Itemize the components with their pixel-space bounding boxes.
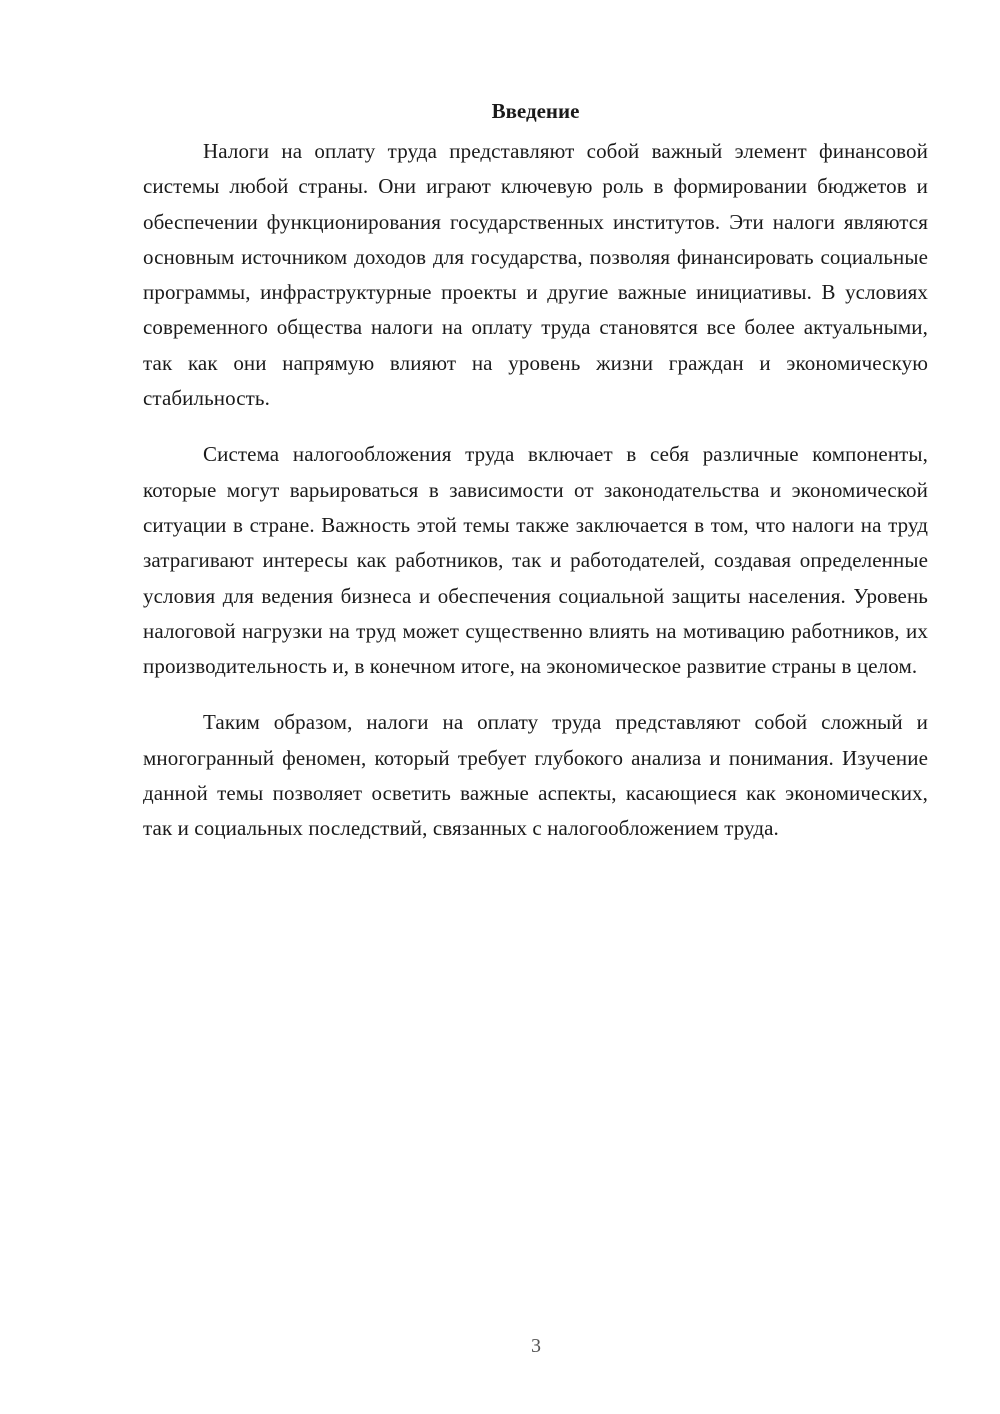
paragraph-2: Система налогообложения труда включает в себя различные компоненты, которые могут варьироваться в зависимости от законодательства и экономической ситуации в стране. Важность этой темы также заключается в том, что налоги на труд затрагивают интересы как работников, так и работодателей, создавая определенные условия для ведения бизнеса и обеспечения социальной защиты населения. Уровень налоговой нагрузки на труд может существенно влиять на мотивацию работников, их производительность и, в конечном итоге, на экономическое развитие страны в целом. (143, 442, 928, 679)
paragraph-3: Таким образом, налоги на оплату труда представляют собой сложный и многогранный феномен, который требует глубокого анализа и понимания. Изучение данной темы позволяет осветить важные аспекты, касающиеся как экономических, так и социальных последствий, связанных с налогообложением труда. (143, 710, 928, 841)
paragraph-1: Налоги на оплату труда представляют собой важный элемент финансовой системы любой страны. Они играют ключевую роль в формировании бюджетов и обеспечении функционирования государственных институтов. Эти налоги являются основным источником доходов для государства, позволяя финансировать социальные программы, инфраструктурные проекты и другие важные инициативы. В условиях современного общества налоги на оплату труда становятся все более актуальными, так как они напрямую влияют на уровень жизни граждан и экономическую стабильность. (143, 139, 928, 411)
section-title: Введение (491, 99, 580, 123)
page-number: 3 (531, 1335, 541, 1357)
document-body (143, 96, 928, 868)
